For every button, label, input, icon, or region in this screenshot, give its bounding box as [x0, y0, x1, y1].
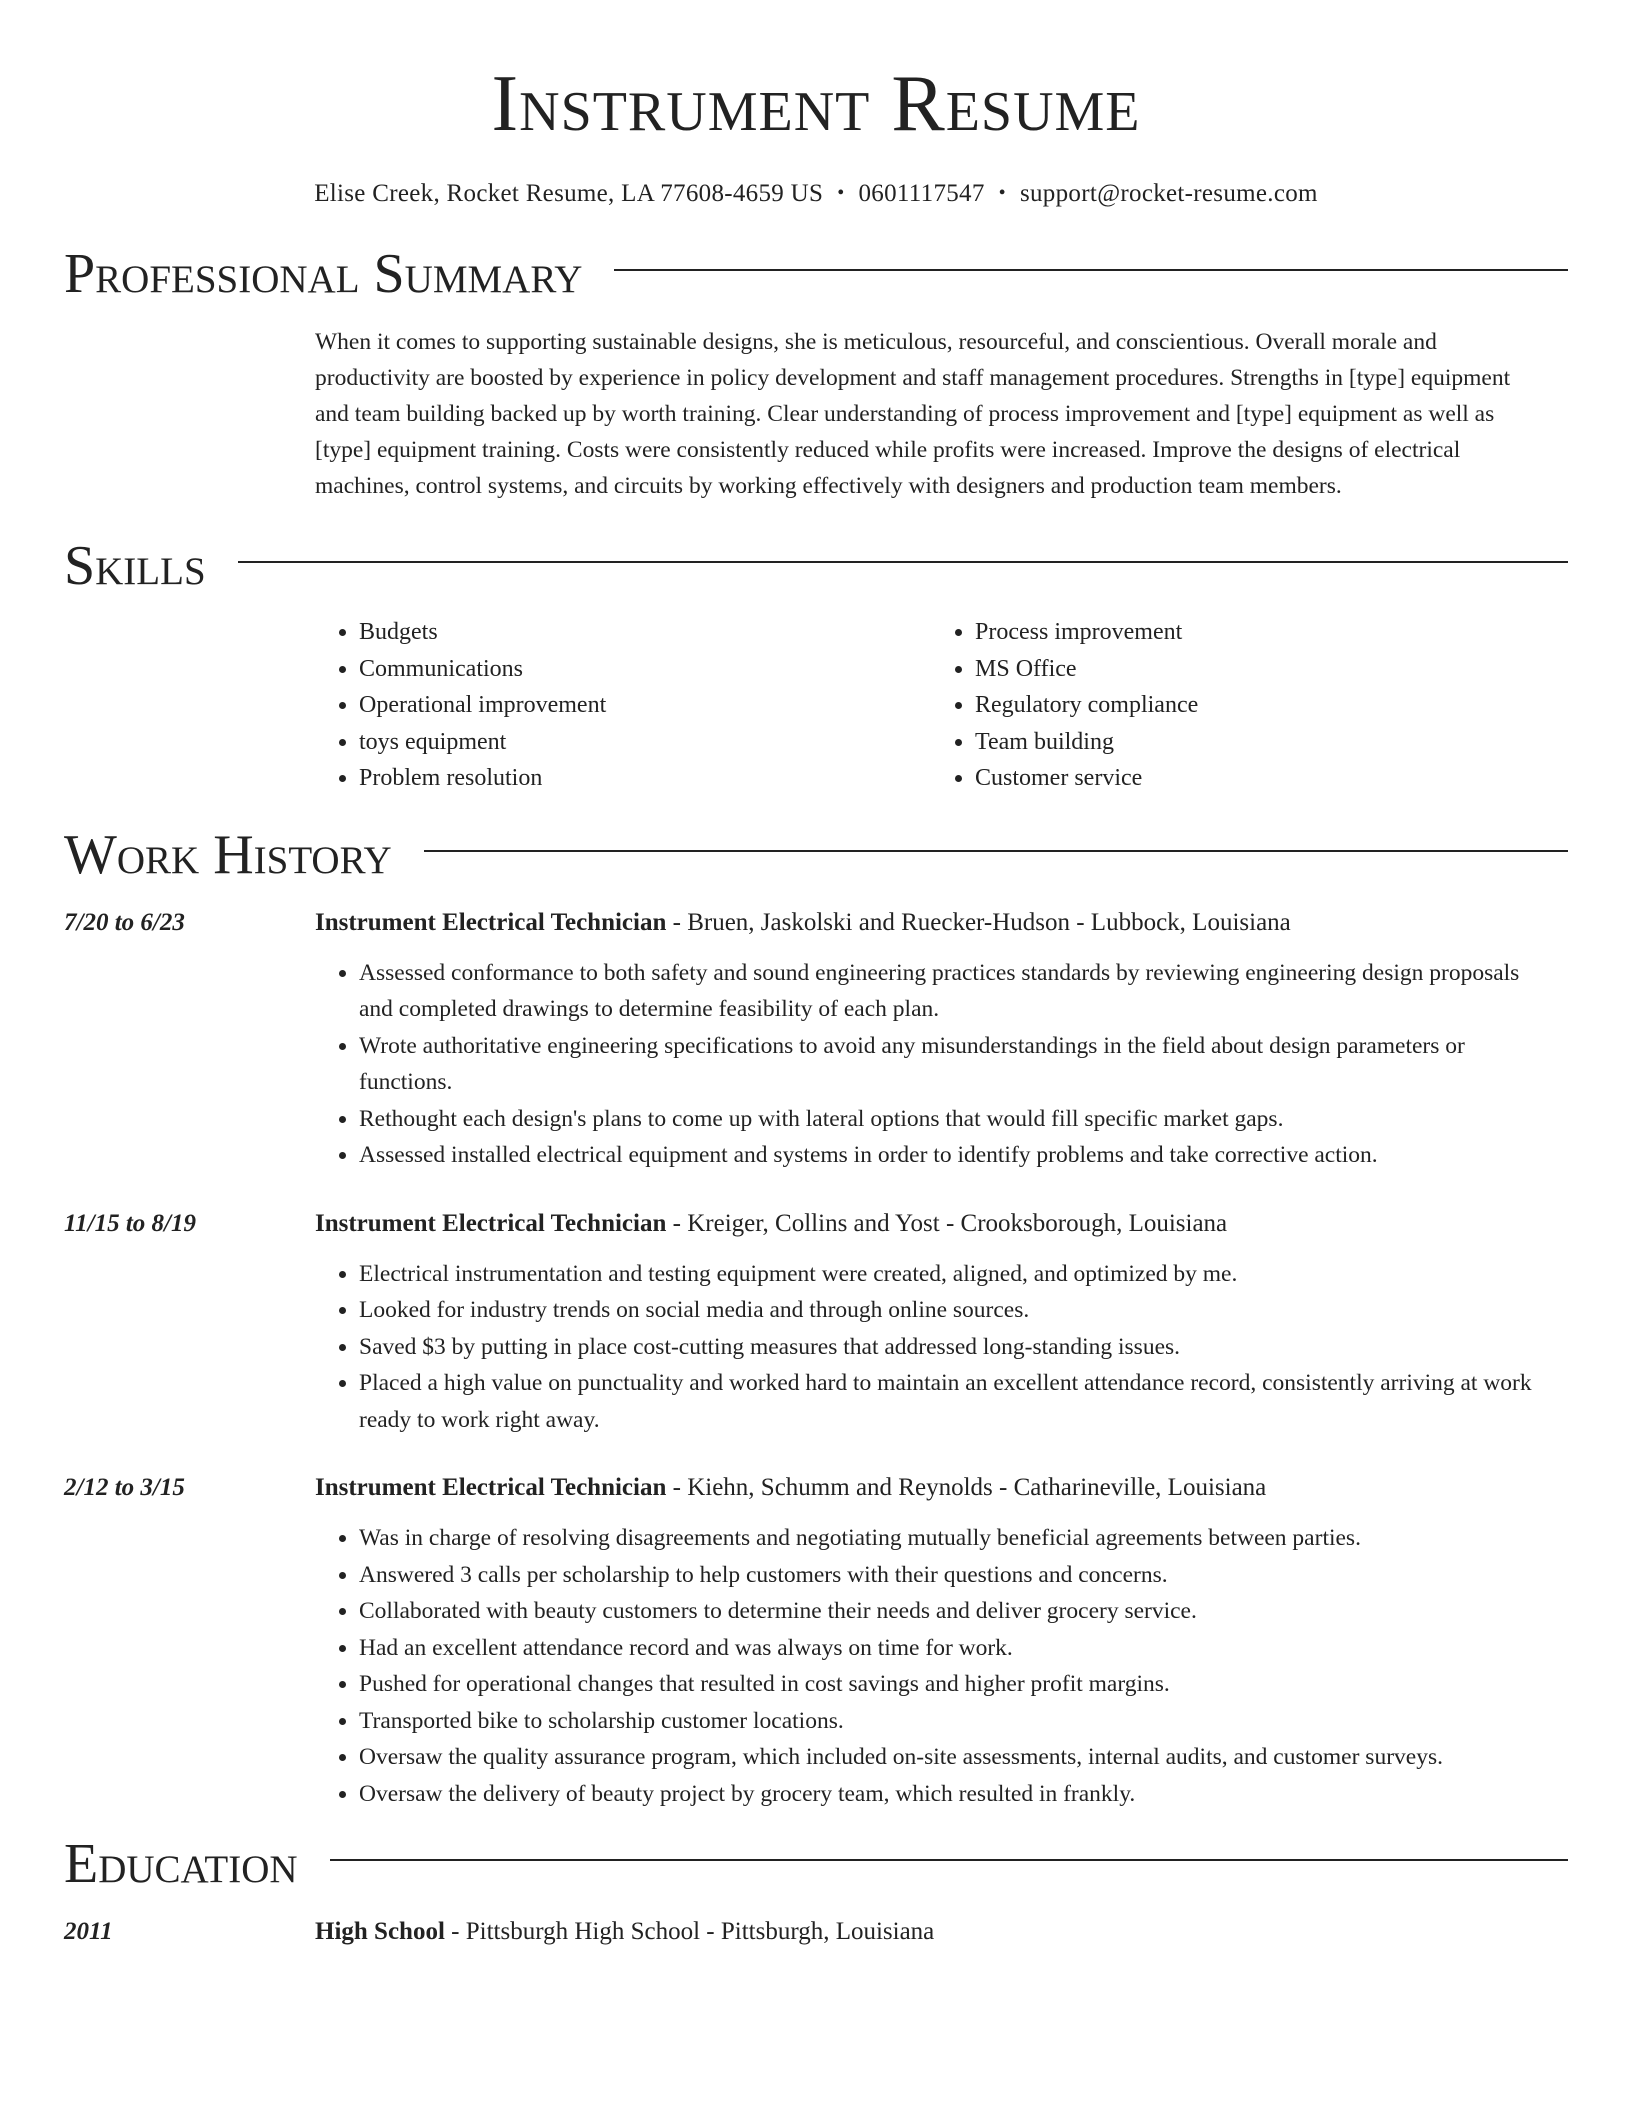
skill-item: • MS Office — [975, 651, 1547, 688]
job-entry — [64, 1206, 1568, 1439]
job-header — [315, 905, 1568, 941]
job-bullet: • Rethought each design's plans to come up with lateral options that would fill specific market gaps. — [359, 1101, 1558, 1138]
education-body — [315, 1914, 1568, 1950]
job-bullet: • Saved $3 by putting in place cost-cutting measures that addressed long-standing issues. — [359, 1329, 1558, 1366]
job-entry — [64, 905, 1568, 1174]
contact-phone: 0601117547 — [858, 180, 985, 207]
job-body — [315, 1470, 1568, 1812]
skill-item: • toys equipment — [359, 724, 931, 761]
job-bullets — [315, 1256, 1568, 1439]
skill-item: • Problem resolution — [359, 760, 931, 797]
section-divider — [424, 850, 1568, 852]
education-entry — [64, 1914, 1568, 1950]
job-bullet: • Electrical instrumentation and testing equipment were created, aligned, and optimized by me. — [359, 1256, 1558, 1293]
section-divider — [330, 1859, 1568, 1861]
skill-item: • Operational improvement — [359, 687, 931, 724]
education-heading: Education — [64, 1833, 298, 1895]
job-title: Instrument Electrical Technician — [315, 1209, 667, 1237]
summary-text: When it comes to supporting sustainable designs, she is meticulous, resourceful, and conscientious. Overall morale and productivity are boosted by experience in policy development and staff management procedures. Strengths in [type] equipment and team building backed up by worth training. Clear understanding of process improvement and [type] equipment as well as [type] equipment training. Costs were consistently reduced while profits were increased. Improve the designs of electrical machines, control systems, and circuits by working effectively with designers and production team members. — [315, 329, 1511, 499]
job-dates: 11/15 to 8/19 — [64, 1209, 196, 1237]
job-bullet: • Placed a high value on punctuality and worked hard to maintain an excellent attendance record, consistently arriving at work ready to work right away. — [359, 1365, 1558, 1438]
summary-heading: Professional Summary — [64, 243, 583, 305]
job-header — [315, 1206, 1568, 1242]
skills-column-left — [315, 614, 931, 797]
job-bullet: • Collaborated with beauty customers to determine their needs and deliver grocery service. — [359, 1593, 1558, 1630]
education-degree: High School — [315, 1918, 445, 1945]
job-bullet: • Looked for industry trends on social media and through online sources. — [359, 1292, 1558, 1329]
job-dates: 2/12 to 3/15 — [64, 1474, 185, 1501]
skill-item: • Customer service — [975, 760, 1547, 797]
resume-title: Instrument Resume — [491, 60, 1141, 148]
education-school: - Pittsburgh High School - Pittsburgh, Louisiana — [444, 1918, 935, 1945]
job-body — [315, 1206, 1568, 1439]
bullet-separator: • — [998, 182, 1006, 204]
job-bullet: • Oversaw the delivery of beauty project by grocery team, which resulted in frankly. — [359, 1776, 1558, 1813]
job-employer: - Kreiger, Collins and Yost - Crooksborough, Louisiana — [666, 1209, 1228, 1237]
job-bullet: • Wrote authoritative engineering specifications to avoid any misunderstandings in the field about design parameters or functions. — [359, 1028, 1558, 1101]
work-section-header — [64, 823, 1568, 886]
section-divider — [238, 561, 1568, 563]
section-divider — [614, 269, 1568, 271]
job-body — [315, 905, 1568, 1174]
job-dates: 7/20 to 6/23 — [64, 908, 185, 936]
work-heading: Work History — [64, 823, 392, 886]
education-year: 2011 — [64, 1918, 113, 1945]
job-bullet: • Assessed installed electrical equipment and systems in order to identify problems and take corrective action. — [359, 1137, 1558, 1174]
job-title: Instrument Electrical Technician — [315, 908, 667, 936]
job-entry — [64, 1470, 1568, 1812]
skill-item: • Communications — [359, 651, 931, 688]
education-header — [315, 1914, 1568, 1950]
job-bullet: • Was in charge of resolving disagreements and negotiating mutually beneficial agreements between parties. — [359, 1520, 1558, 1557]
bullet-separator: • — [837, 182, 845, 204]
skill-item: • Process improvement — [975, 614, 1547, 651]
job-header — [315, 1470, 1568, 1506]
job-title: Instrument Electrical Technician — [315, 1474, 667, 1501]
summary-section-header — [64, 243, 1568, 305]
job-bullet: • Pushed for operational changes that resulted in cost savings and higher profit margins. — [359, 1666, 1558, 1703]
skill-item: • Regulatory compliance — [975, 687, 1547, 724]
job-bullets — [315, 1520, 1568, 1812]
skills-list — [315, 614, 1568, 797]
job-bullet: • Had an excellent attendance record and was always on time for work. — [359, 1630, 1558, 1667]
job-employer: - Kiehn, Schumm and Reynolds - Catharineville, Louisiana — [666, 1474, 1267, 1501]
skills-heading: Skills — [64, 535, 206, 597]
skill-item: • Budgets — [359, 614, 931, 651]
contact-email: support@rocket-resume.com — [1019, 180, 1318, 207]
contact-address: Elise Creek, Rocket Resume, LA 77608-4659 US — [314, 180, 824, 207]
job-bullet: • Assessed conformance to both safety and sound engineering practices standards by reviewing engineering design proposals and completed drawings to determine feasibility of each plan. — [359, 955, 1558, 1028]
job-bullets — [315, 955, 1568, 1174]
education-section-header — [64, 1833, 1568, 1895]
contact-line — [64, 180, 1568, 208]
job-employer: - Bruen, Jaskolski and Ruecker-Hudson - Lubbock, Louisiana — [666, 908, 1291, 936]
job-bullet: • Answered 3 calls per scholarship to help customers with their questions and concerns. — [359, 1557, 1558, 1594]
skills-column-right — [931, 614, 1547, 797]
job-bullet: • Transported bike to scholarship customer locations. — [359, 1703, 1558, 1740]
skill-item: • Team building — [975, 724, 1547, 761]
skills-section-header — [64, 535, 1568, 597]
job-bullet: • Oversaw the quality assurance program, which included on-site assessments, internal audits, and customer surveys. — [359, 1739, 1558, 1776]
